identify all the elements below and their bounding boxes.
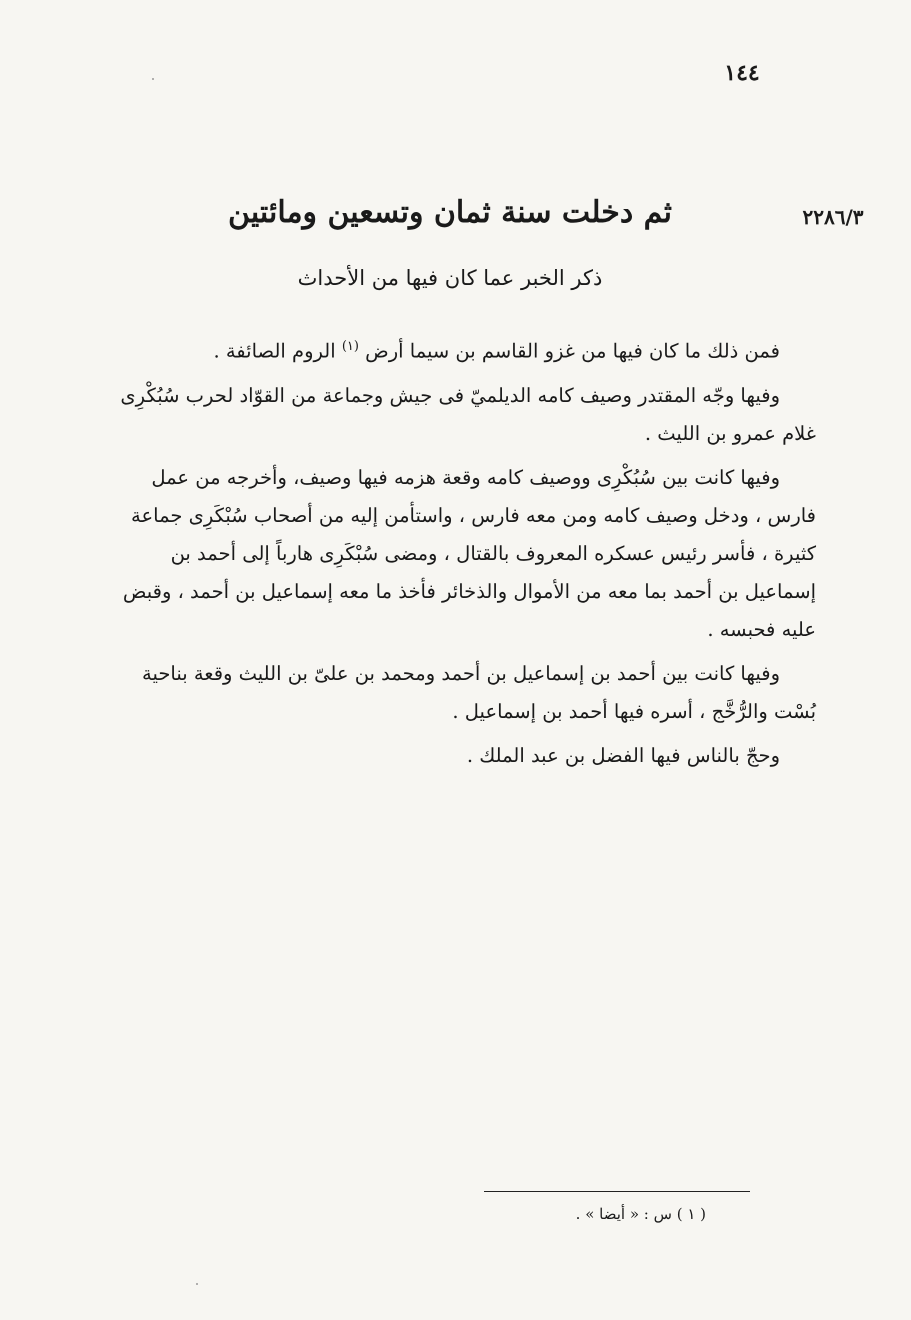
chapter-heading: ثم دخلت سنة ثمان وتسعين ومائتين: [228, 195, 672, 230]
scan-speck: [196, 1283, 198, 1285]
paragraph-1-text-end: الروم الصائفة .: [213, 339, 336, 363]
paragraph-1-text: فمن ذلك ما كان فيها من غزو القاسم بن سيما أرض: [365, 339, 780, 363]
paragraph-5: وحجّ بالناس فيها الفضل بن عبد الملك .: [466, 743, 780, 767]
section-subheading: ذكر الخبر عما كان فيها من الأحداث: [297, 266, 603, 290]
margin-reference: ٢٢٨٦/٣: [802, 205, 864, 229]
footnote-divider: [484, 1191, 750, 1192]
body-text: [100, 328, 816, 781]
footnote-marker: (١): [341, 339, 359, 354]
paragraph-2: وفيها وجّه المقتدر وصيف كامه الديلميّ فى جيش وجماعة من القوّاد لحرب سُبُكْرِى غلام عمرو بن الليث .: [120, 383, 816, 445]
paragraph-4: وفيها كانت بين أحمد بن إسماعيل بن أحمد ومحمد بن علىّ بن الليث وقعة بناحية بُسْت والرُّخَّج ، أسره فيها أحمد بن إسماعيل .: [142, 661, 816, 723]
footnote: ( ١ ) س : « أيضا » .: [575, 1205, 706, 1223]
paragraph-1: [100, 328, 816, 371]
page-number: ١٤٤: [724, 60, 760, 86]
scan-speck: [152, 78, 154, 80]
paragraph-3: وفيها كانت بين سُبُكْرِى ووصيف كامه وقعة هزمه فيها وصيف، وأخرجه من عمل فارس ، ودخل وصيف كامه ومن معه فارس ، واستأمن إليه من أصحاب سُبْكَرِى جماعة كثيرة ، فأسر رئيس عسكره المعروف بالقتال ، ومضى سُبْكَرِى هارباً إلى أحمد بن إسماعيل بن أحمد بما معه من الأموال والذخائر فأخذ ما معه إسماعيل بن أحمد ، وقبض عليه فحبسه .: [122, 465, 816, 641]
